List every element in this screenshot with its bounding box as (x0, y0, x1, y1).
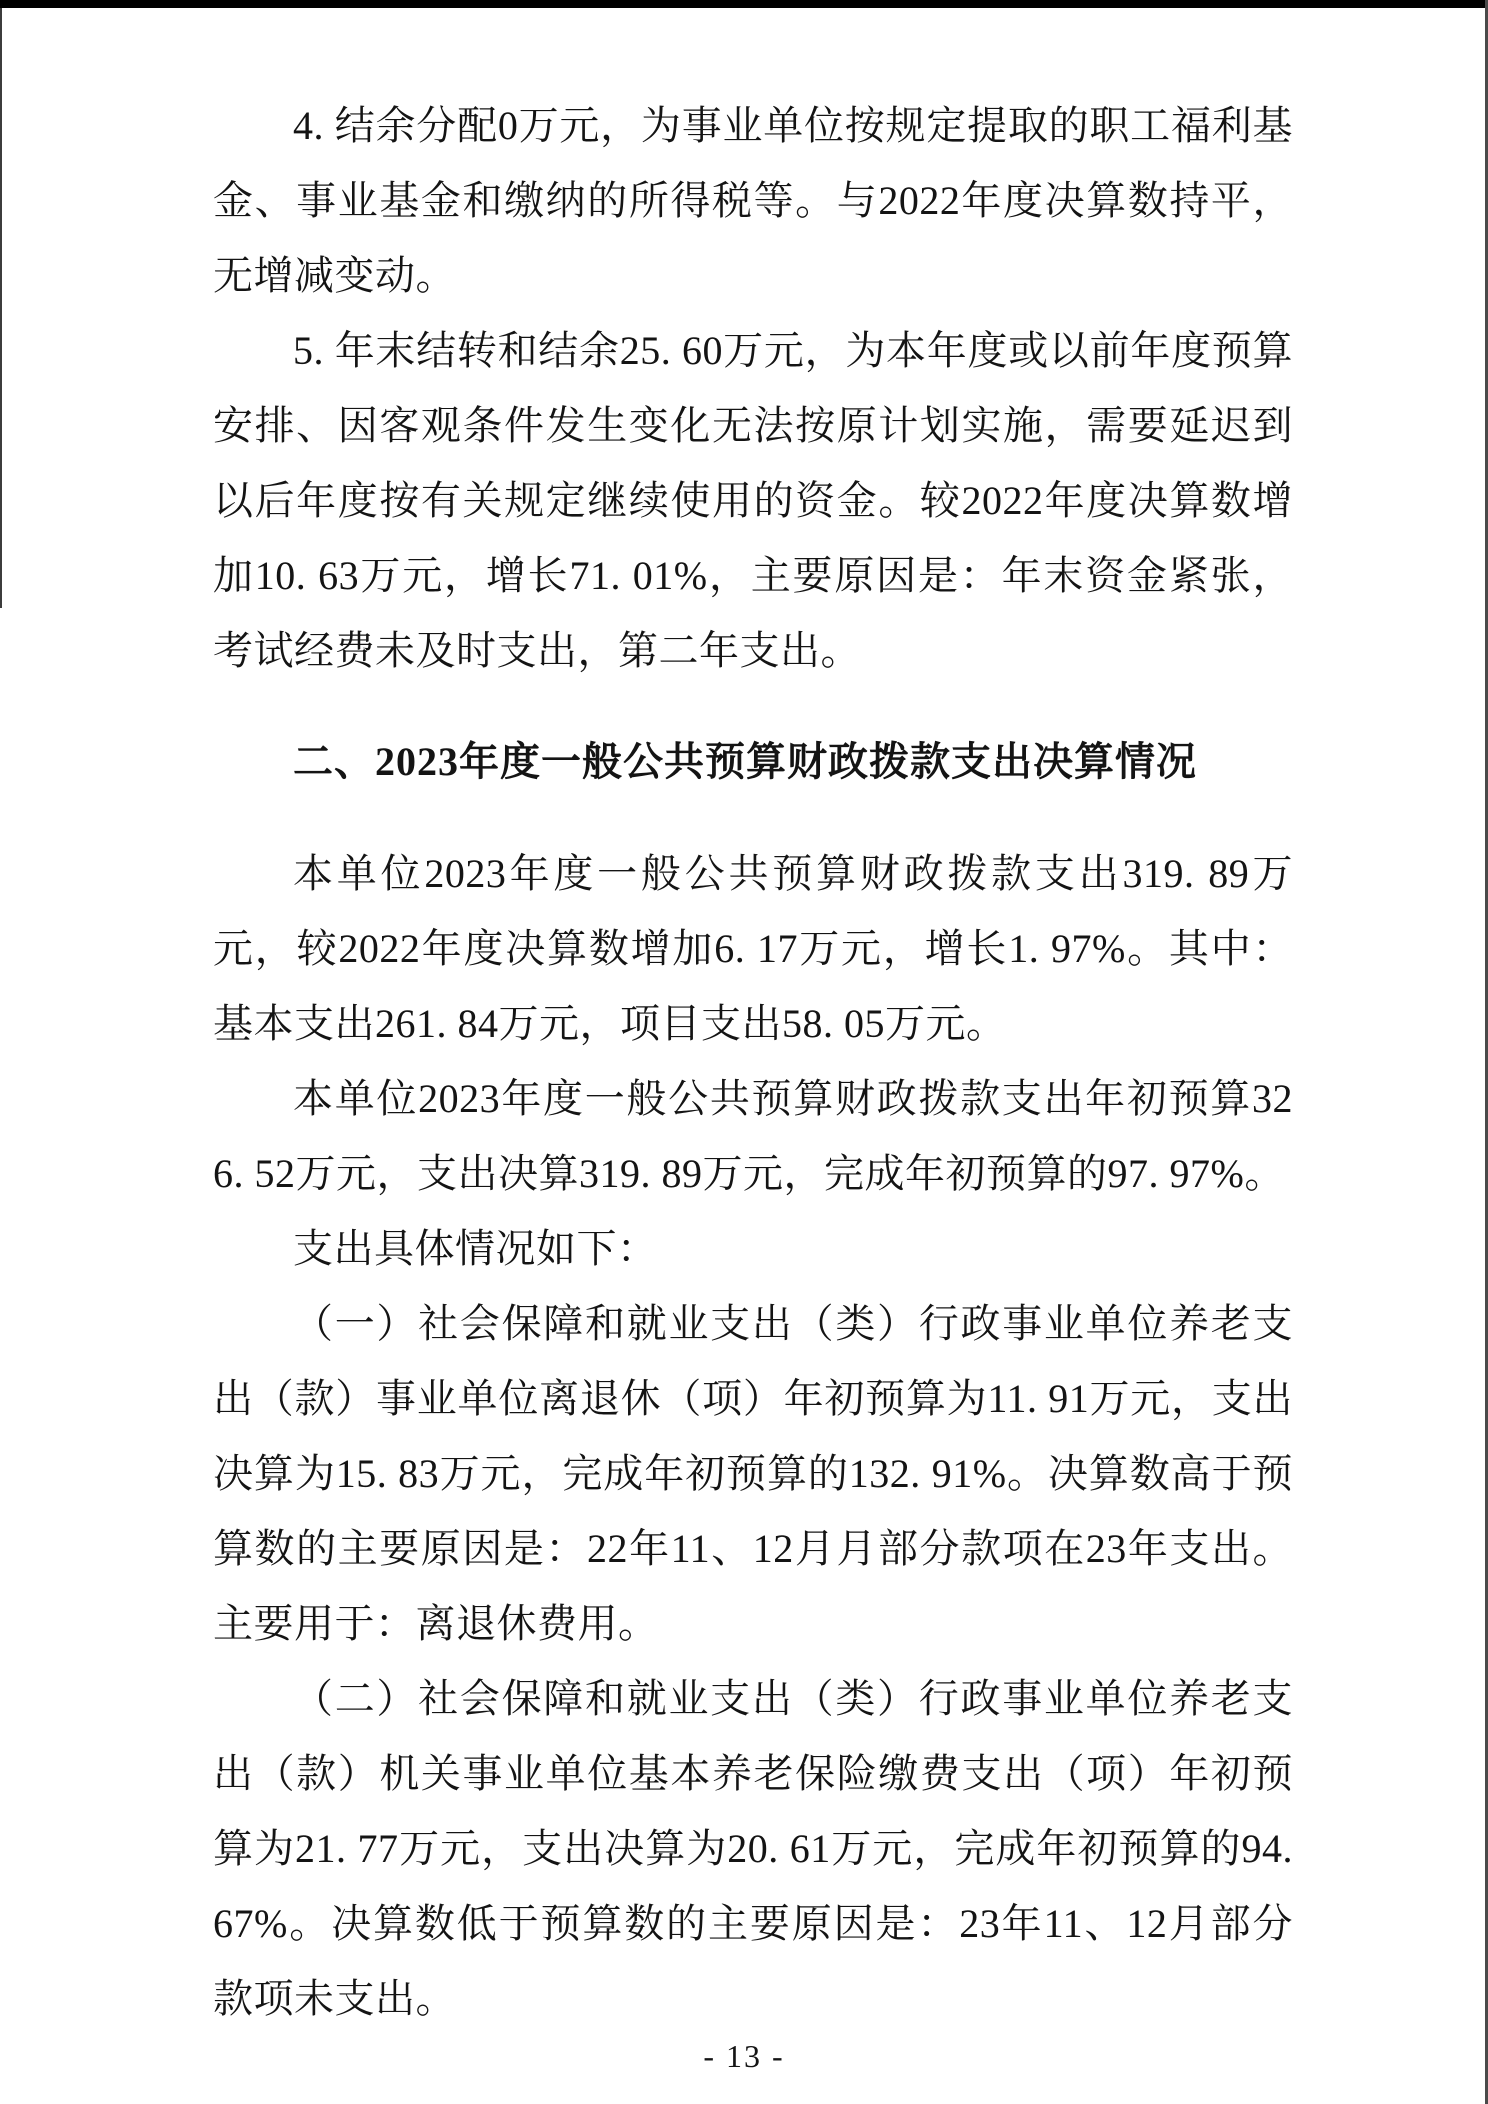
paragraph: 支出具体情况如下： (293, 1226, 658, 1271)
paragraph: 本单位2023年度一般公共预算财政拨款支出年初预算326. 52万元，支出决算319. 89万元，完成年初预算的97. 97%。 (213, 1076, 1293, 1196)
paragraph: （一）社会保障和就业支出（类）行政事业单位养老支出（款）事业单位离退休（项）年初预算为11. 91万元，支出决算为15. 83万元，完成年初预算的132. 91%。决算数高于预算数的主要原因是：22年11、12月月部分款项在23年支出。主要用于：离退休费用。 (213, 1301, 1293, 1646)
scan-artifact-top-bar (0, 0, 1488, 8)
paragraph: （二）社会保障和就业支出（类）行政事业单位养老支出（款）机关事业单位基本养老保险缴费支出（项）年初预算为21. 77万元，支出决算为20. 61万元，完成年初预算的94. 67%。决算数低于预算数的主要原因是：23年11、12月部分款项未支出。 (213, 1676, 1293, 2021)
paragraph: 本单位2023年度一般公共预算财政拨款支出319. 89万元，较2022年度决算数增加6. 17万元，增长1. 97%。其中：基本支出261. 84万元，项目支出58. 05万元。 (213, 851, 1293, 1046)
section-heading: 二、2023年度一般公共预算财政拨款支出决算情况 (293, 739, 1197, 784)
paragraph: 5. 年末结转和结余25. 60万元，为本年度或以前年度预算安排、因客观条件发生变化无法按原计划实施，需要延迟到以后年度按有关规定继续使用的资金。较2022年度决算数增加10. 63万元，增长71. 01%，主要原因是：年末资金紧张，考试经费未及时支出，第二年支出。 (213, 328, 1293, 673)
document-body (213, 88, 1293, 2036)
paragraph: 4. 结余分配0万元，为事业单位按规定提取的职工福利基金、事业基金和缴纳的所得税等。与2022年度决算数持平，无增减变动。 (213, 103, 1293, 298)
page-footer (0, 2036, 1488, 2076)
page-number: - 13 - (703, 2038, 785, 2074)
scan-artifact-left-edge (0, 8, 2, 608)
